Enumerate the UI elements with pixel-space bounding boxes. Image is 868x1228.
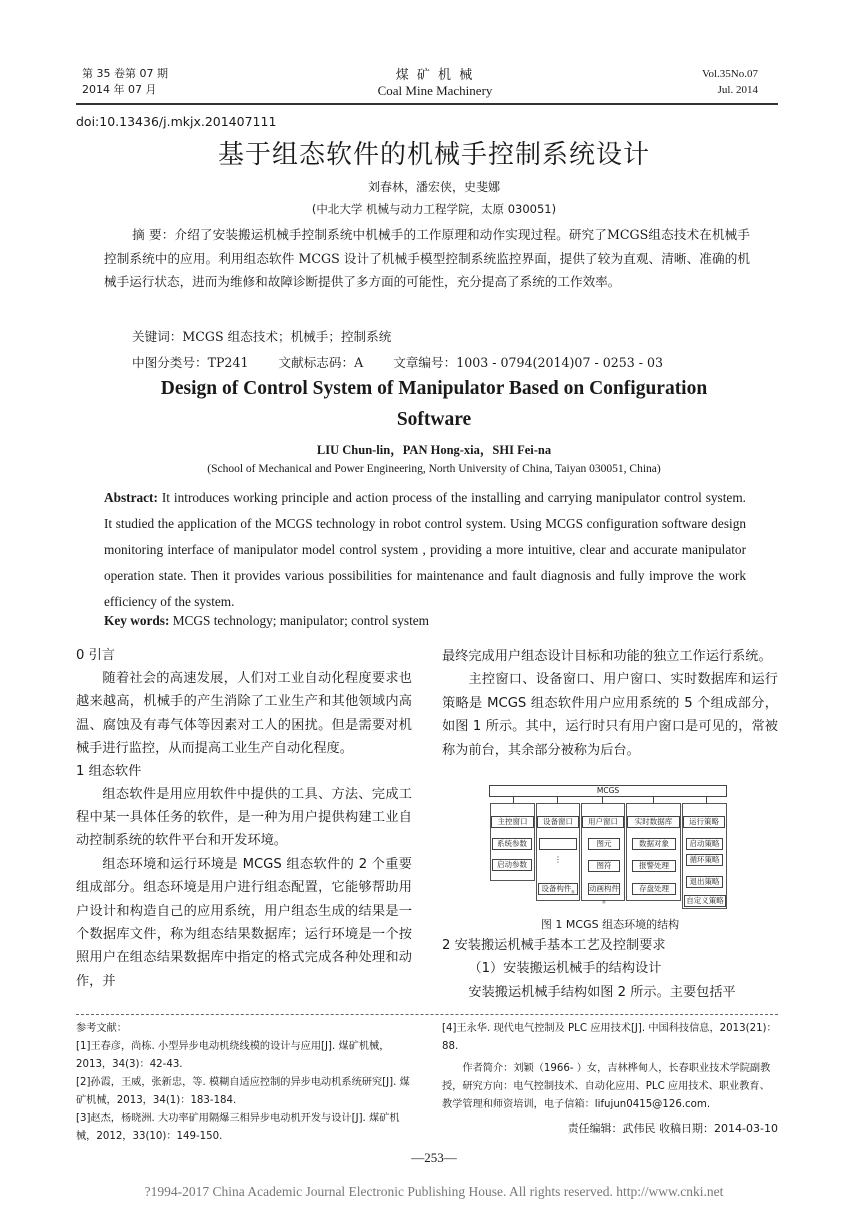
section-2-heading: 2 安装搬运机械手基本工艺及控制要求 xyxy=(442,938,666,953)
doc-code-value: A xyxy=(354,355,364,370)
page-number: —253— xyxy=(411,1150,457,1165)
user-item-sub: n xyxy=(602,899,606,906)
section-0-heading: 0 引言 xyxy=(76,648,115,663)
user-window-item: 图符 xyxy=(588,860,620,872)
figure-1-diagram xyxy=(487,783,729,911)
main-window-item: 系统参数 xyxy=(492,838,532,850)
author-bio: 作者简介：刘颖（1966- ）女，吉林桦甸人，长春职业技术学院副教授，研究方向：电气控制技术、自动化应用、PLC 应用技术、职业教育、教学管理和师资培训，电子信箱：lifujun0415@126.com. xyxy=(442,1063,771,1110)
run-strategy-item: 循环策略 xyxy=(686,854,723,866)
clc-value: TP241 xyxy=(207,355,249,370)
realtime-db-item: 存盘处理 xyxy=(632,883,676,895)
user-window-item: 图元 xyxy=(588,838,620,850)
abstract-cn xyxy=(104,223,750,294)
diagram-root-box: MCGS xyxy=(489,785,727,797)
figure-1-caption: 图 1 MCGS 组态环境的结构 xyxy=(540,918,680,931)
user-window-head: 用户窗口 xyxy=(582,816,624,828)
issue-date: 2014 年 07 月 xyxy=(82,83,157,96)
user-window-item xyxy=(588,883,620,906)
volume-issue: 第 35 卷第 07 期 xyxy=(82,67,168,80)
date-en: Jul. 2014 xyxy=(717,84,758,96)
left-column xyxy=(76,645,412,993)
keywords-cn-label: 关键词： xyxy=(132,329,183,344)
mcgs-parts-paragraph: 主控窗口、设备窗口、用户窗口、实时数据库和运行策略是 MCGS 组态软件用户应用系统的 5 个组成部分，如图 1 所示。其中，运行时只有用户窗口是可见的，常被称为前台，其余部分被称为后台。 xyxy=(442,672,778,758)
affiliation-en: (School of Mechanical and Power Engineering, North University of China, Taiyan 030051, China) xyxy=(207,463,661,475)
title-en-line2: Software xyxy=(396,409,472,430)
run-strategy-item: 自定义策略 xyxy=(684,895,726,907)
classification-line xyxy=(132,352,663,371)
realtime-db-item: 数据对象 xyxy=(632,838,676,850)
software-paragraph-1: 组态软件是用应用软件中提供的工具、方法、完成工程中某一具体任务的软件，是一种为用户提供构建工业自动控制系统的软件平台和开发环境。 xyxy=(76,786,412,849)
title-en-line1: Design of Control System of Manipulator Based on Configuration xyxy=(160,378,708,399)
article-no-value: 1003 - 0794(2014)07 - 0253 - 03 xyxy=(456,355,664,370)
references-right xyxy=(442,1020,778,1138)
device-window-ellipsis: ⋮ xyxy=(554,855,562,864)
right-column-section-2 xyxy=(442,934,778,1004)
device-window-item xyxy=(538,883,578,895)
device-item-label: 设备构件 xyxy=(541,884,572,893)
realtime-db-item: 报警处理 xyxy=(632,860,676,872)
keywords-en-label: Key words: xyxy=(104,613,170,628)
copyright-footer: ?1994-2017 China Academic Journal Electronic Publishing House. All rights reserved. http://www.cnki.net xyxy=(144,1184,724,1199)
reference-3: [3]赵杰，杨晓洲. 大功率矿用隔爆三相异步电动机开发与设计[J]. 煤矿机械，2012，33(10)：149-150. xyxy=(76,1113,400,1142)
user-item-label: 动画构件 xyxy=(589,884,619,893)
run-strategy-item: 退出策略 xyxy=(686,876,723,888)
section-2-1-heading: （1）安装搬运机械手的结构设计 xyxy=(468,961,662,977)
structure-paragraph: 安装搬运机械手结构如图 2 所示。主要包括平 xyxy=(468,984,736,1000)
authors-cn: 刘春林，潘宏侠，史斐娜 xyxy=(367,180,500,194)
device-item-sub: n xyxy=(571,889,575,896)
keywords-en-text: MCGS technology; manipulator; control system xyxy=(169,613,430,628)
section-1-heading: 1 组态软件 xyxy=(76,763,142,779)
doc-code-label: 文献标志码： xyxy=(278,355,355,370)
abstract-cn-label: 摘 要： xyxy=(132,227,175,242)
abstract-en-text: It introduces working principle and action process of the installing and carrying manipulator control system. It studied the application of the MCGS technology in robot control system. Using MCGS configuration software design monitoring interface of manipulator model control system , providing a more intuitive, clear and accurate manipulator operation state. Then it provides various possibilities for maintenance and fault diagnosis and fully improve the work efficiency of the system. xyxy=(104,490,746,609)
journal-name-en: Coal Mine Machinery xyxy=(377,83,493,98)
editor-line: 责任编辑：武伟民 收稿日期：2014-03-10 xyxy=(567,1122,778,1135)
references-title: 参考文献： xyxy=(76,1023,127,1034)
reference-2: [2]孙霞，王威，张新忠，等. 模糊自适应控制的异步电动机系统研究[J]. 煤矿机械，2013，34(1)：183-184. xyxy=(76,1077,410,1106)
software-paragraph-2: 组态环境和运行环境是 MCGS 组态软件的 2 个重要组成部分。组态环境是用户进行组态配置，它能够帮助用户设计和构造自己的应用系统，用户组态生成的结果是一个数据库文件，称为组态结果数据库；运行环境是一个按照用户在组态结果数据库中指定的格式完成各种处理和动作，并 xyxy=(76,856,412,989)
clc-label: 中图分类号： xyxy=(132,355,208,370)
keywords-cn xyxy=(132,326,391,345)
header-rule xyxy=(76,103,778,105)
journal-name-cn: 煤 矿 机 械 xyxy=(395,68,475,83)
main-window-item: 启动参数 xyxy=(492,859,532,871)
title-cn: 基于组态软件的机械手控制系统设计 xyxy=(217,140,650,170)
intro-paragraph: 随着社会的高速发展，人们对工业自动化程度要求也越来越高，机械手的产生消除了工业生产和其他领域内高温、腐蚀及有毒气体等因素对工人的困扰。但是需要对机械手进行监控，从而提高工业生产自动化程度。 xyxy=(76,671,412,757)
continued-paragraph: 最终完成用户组态设计目标和功能的独立工作运行系统。 xyxy=(442,649,772,664)
run-strategy-head: 运行策略 xyxy=(683,816,725,828)
volume-en: Vol.35No.07 xyxy=(701,68,758,80)
device-window-item xyxy=(539,838,577,850)
authors-en: LIU Chun-lin，PAN Hong-xia，SHI Fei-na xyxy=(316,443,552,457)
keywords-cn-text: MCGS 组态技术；机械手；控制系统 xyxy=(182,329,392,344)
main-window-head: 主控窗口 xyxy=(491,816,534,828)
affiliation-cn: (中北大学 机械与动力工程学院，太原 030051) xyxy=(311,202,557,216)
keywords-en xyxy=(104,613,429,629)
device-window-head: 设备窗口 xyxy=(537,816,579,828)
reference-1: [1]王春彦，尚栋. 小型异步电动机绕线模的设计与应用[J]. 煤矿机械，2013，34(3)：42-43. xyxy=(76,1041,390,1070)
realtime-db-head: 实时数据库 xyxy=(627,816,680,828)
doi: doi:10.13436/j.mkjx.201407111 xyxy=(76,114,277,129)
reference-4: [4]王永华. 现代电气控制及 PLC 应用技术[J]. 中国科技信息，2013(21)：88. xyxy=(442,1023,777,1052)
abstract-en-label: Abstract: xyxy=(104,490,158,505)
references-left xyxy=(76,1020,416,1146)
run-strategy-item: 启动策略 xyxy=(686,838,723,850)
article-no-label: 文章编号： xyxy=(393,355,457,370)
abstract-cn-text: 介绍了安装搬运机械手控制系统中机械手的工作原理和动作实现过程。研究了MCGS组态技术在机械手控制系统中的应用。利用组态软件 MCGS 设计了机械手模型控制系统监控界面，提供了较为直观、清晰、准确的机械手运行状态，进而为维修和故障诊断提供了多方面的可能性，充分提高了系统的工作效率。 xyxy=(104,227,750,289)
right-column xyxy=(442,645,778,762)
references-rule xyxy=(76,1014,778,1015)
abstract-en xyxy=(104,485,746,615)
